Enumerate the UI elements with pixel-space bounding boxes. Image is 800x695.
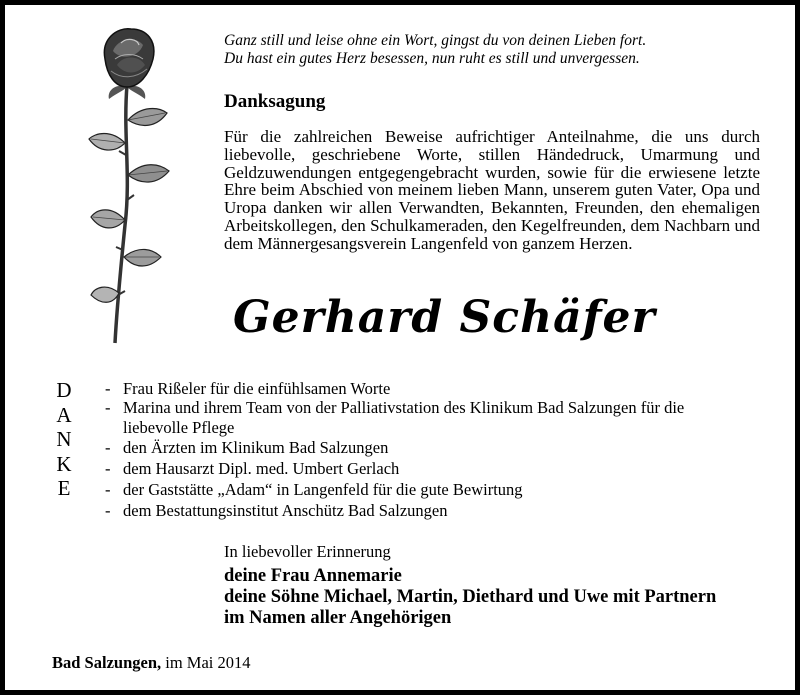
body-text: Für die zahlreichen Beweise aufrichtiger Anteilnahme, die uns durch liebevolle, geschriebene Worte, stillen Händedruck, Umarmung und Geldzuwendungen entgegengebracht wurden, sowie für die erwiesene letzte Ehre beim Abschied von meinem lieben Mann, unserem guten Vater, Opa und Uropa danken wir allen Verwandten, Bekannten, Freunden, den ehemaligen Arbeitskollegen, den Schulkameraden, den Kegelfreunden, dem Nachbarn und dem Männergesangsverein Langenfeld von ganzem Herzen. — [224, 127, 760, 253]
heading: Danksagung — [224, 91, 326, 112]
thanks-item: - dem Hausarzt Dipl. med. Umbert Gerlach — [105, 459, 725, 478]
signer-line: im Namen aller Angehörigen — [224, 608, 452, 628]
rose-icon — [87, 25, 177, 350]
deceased-name: Gerhard Schäfer — [233, 292, 656, 343]
place-date — [52, 653, 251, 673]
signers — [224, 566, 784, 629]
signer-line: deine Söhne Michael, Martin, Diethard und Uwe mit Partnern — [224, 587, 717, 607]
signer-line: deine Frau Annemarie — [224, 566, 402, 586]
danke-letter: N — [56, 427, 72, 451]
poem-line: Du hast ein gutes Herz besessen, nun ruht es still und unvergessen. — [224, 50, 640, 67]
danke-letter: D — [56, 378, 72, 402]
thanks-item: - der Gaststätte „Adam“ in Langenfeld für die gute Bewirtung — [105, 480, 725, 499]
thanks-list — [105, 379, 725, 520]
danke-letter: K — [56, 451, 72, 476]
place: Bad Salzungen, — [52, 653, 162, 672]
poem — [224, 32, 784, 68]
danke-letter: E — [57, 476, 71, 500]
danke-vertical — [52, 378, 76, 501]
thanks-item: - dem Bestattungsinstitut Anschütz Bad Salzungen — [105, 501, 725, 520]
memory-line: In liebevoller Erinnerung — [224, 542, 391, 561]
thanks-item: - den Ärzten im Klinikum Bad Salzungen — [105, 438, 725, 457]
date: im Mai 2014 — [165, 653, 251, 672]
poem-line: Ganz still und leise ohne ein Wort, gingst du von deinen Lieben fort. — [224, 32, 647, 49]
danke-letter: A — [56, 402, 72, 427]
thanks-item: - Marina und ihrem Team von der Palliativstation des Klinikum Bad Salzungen für die liebevolle Pflege — [105, 398, 725, 437]
thanks-item: - Frau Rißeler für die einfühlsamen Worte — [105, 379, 725, 398]
